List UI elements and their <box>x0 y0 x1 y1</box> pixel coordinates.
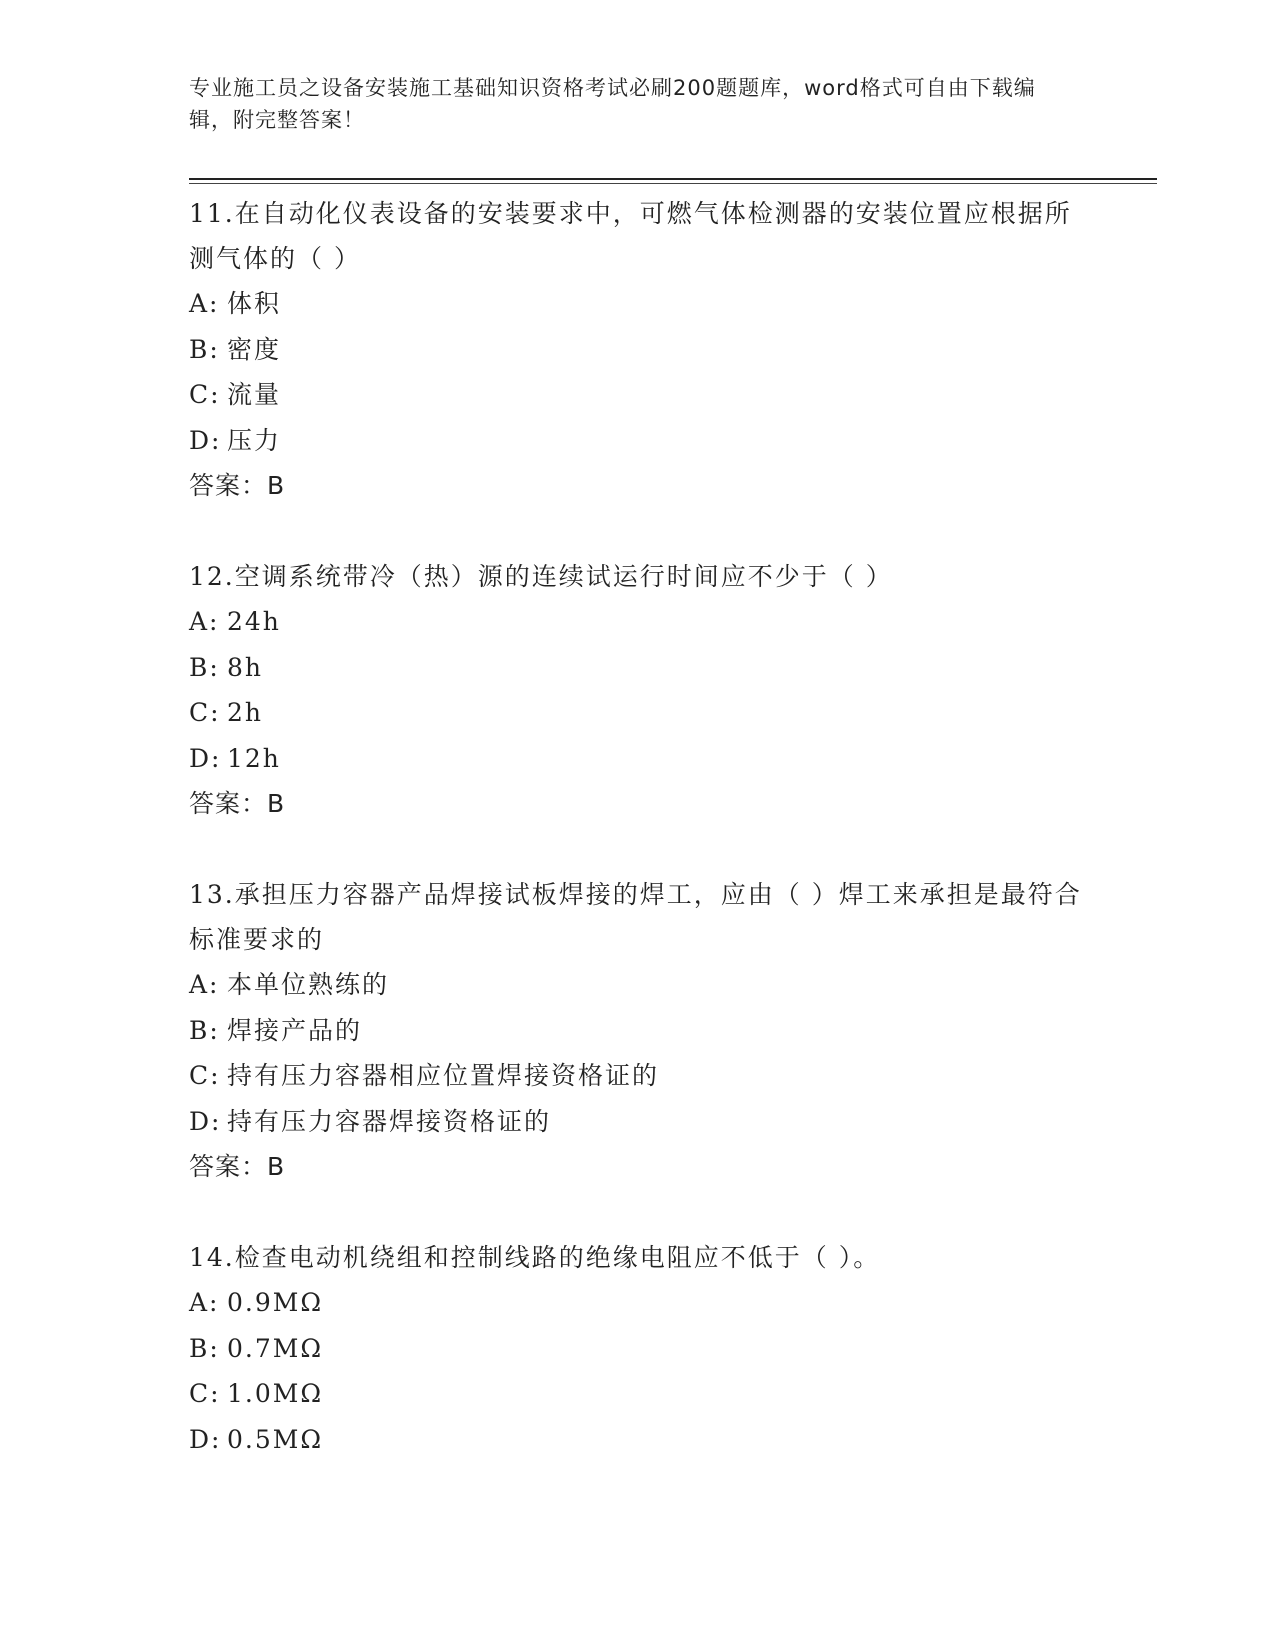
option-a <box>189 281 1089 327</box>
header-divider-thick <box>189 178 1157 180</box>
question-12 <box>189 554 1089 826</box>
option-text: 密度 <box>227 334 282 364</box>
option-a <box>189 1280 1089 1326</box>
option-b <box>189 645 1089 691</box>
option-text: 体积 <box>227 289 282 318</box>
question-list <box>189 191 1089 1508</box>
option-text: 8h <box>227 652 264 682</box>
option-letter: B: <box>189 334 220 364</box>
option-c <box>189 1371 1089 1417</box>
option-text: 24h <box>227 607 281 636</box>
question-title: 12.空调系统带冷（热）源的连续试运行时间应不少于（ ） <box>189 562 893 591</box>
answer-line: 答案：B <box>189 471 286 500</box>
answer-line: 答案：B <box>189 789 286 818</box>
option-letter: D: <box>189 425 222 455</box>
option-text: 持有压力容器焊接资格证的 <box>227 1106 552 1136</box>
question-13 <box>189 872 1089 1189</box>
option-b <box>189 1326 1089 1372</box>
option-text: 1.0MΩ <box>227 1379 324 1408</box>
question-title: 11.在自动化仪表设备的安装要求中，可燃气体检测器的安装位置应根据所测气体的（ ） <box>189 199 1072 273</box>
option-c <box>189 372 1089 418</box>
option-letter: C: <box>189 1061 221 1090</box>
option-letter: C: <box>189 698 221 727</box>
answer-line: 答案：B <box>189 1152 286 1181</box>
option-letter: A: <box>189 607 220 636</box>
option-text: 12h <box>227 743 281 773</box>
option-text: 焊接产品的 <box>227 1015 363 1045</box>
option-letter: A: <box>189 289 220 318</box>
question-14 <box>189 1235 1089 1462</box>
option-c <box>189 1053 1089 1099</box>
option-letter: C: <box>189 380 221 409</box>
option-letter: B: <box>189 1333 220 1363</box>
option-d <box>189 736 1089 782</box>
option-letter: C: <box>189 1379 221 1408</box>
option-letter: D: <box>189 743 222 773</box>
question-title: 13.承担压力容器产品焊接试板焊接的焊工，应由（ ）焊工来承担是最符合标准要求的 <box>189 880 1082 954</box>
option-text: 0.5MΩ <box>227 1424 324 1454</box>
option-d <box>189 418 1089 464</box>
option-b <box>189 327 1089 373</box>
question-title: 14.检查电动机绕组和控制线路的绝缘电阻应不低于（ ）。 <box>189 1243 881 1272</box>
option-letter: A: <box>189 1288 220 1317</box>
header-divider-thin <box>189 183 1157 184</box>
document-header: 专业施工员之设备安装施工基础知识资格考试必刷200题题库，word格式可自由下载编辑，附完整答案！ <box>189 76 1036 132</box>
option-a <box>189 962 1089 1008</box>
option-text: 流量 <box>227 380 282 409</box>
option-c <box>189 690 1089 736</box>
option-text: 持有压力容器相应位置焊接资格证的 <box>227 1061 660 1090</box>
option-letter: D: <box>189 1424 222 1454</box>
option-d <box>189 1417 1089 1463</box>
option-text: 2h <box>227 698 264 727</box>
option-b <box>189 1008 1089 1054</box>
option-letter: A: <box>189 970 220 999</box>
question-11 <box>189 191 1089 508</box>
option-letter: B: <box>189 1015 220 1045</box>
option-a <box>189 599 1089 645</box>
option-letter: D: <box>189 1106 222 1136</box>
option-text: 本单位熟练的 <box>227 970 390 999</box>
option-text: 0.7MΩ <box>227 1333 324 1363</box>
option-letter: B: <box>189 652 220 682</box>
option-d <box>189 1099 1089 1145</box>
option-text: 0.9MΩ <box>227 1288 324 1317</box>
option-text: 压力 <box>227 425 282 455</box>
